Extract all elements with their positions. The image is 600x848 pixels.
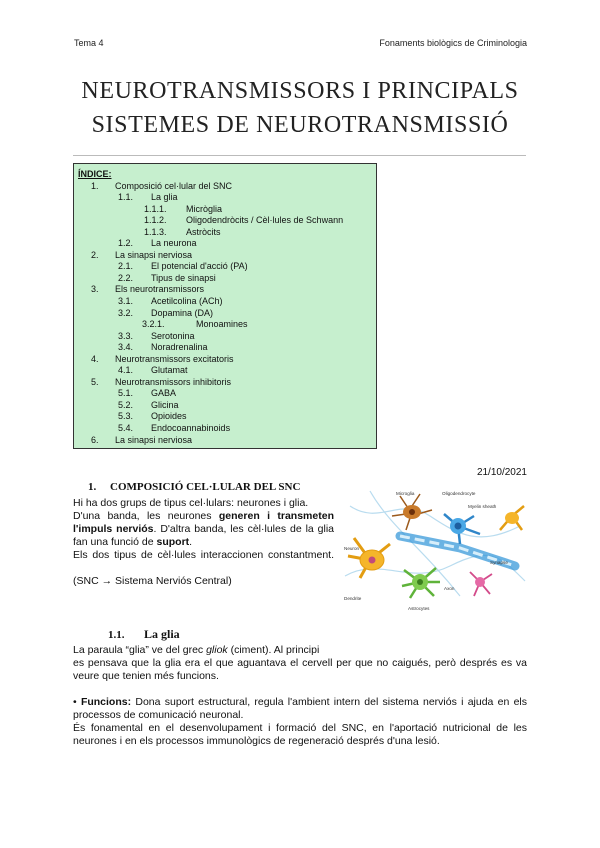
glia-italic: gliok — [206, 644, 228, 656]
toc-item-number: 3. — [91, 284, 99, 295]
toc-item[interactable] — [78, 411, 372, 423]
toc-item-text: Monoamines — [196, 319, 248, 330]
section-1-heading — [88, 481, 300, 493]
section-1-number: 1. — [88, 481, 97, 493]
toc-item[interactable] — [78, 365, 372, 377]
toc-item[interactable] — [78, 238, 372, 250]
glia-text-a: La paraula “glia” ve del grec — [73, 644, 207, 656]
toc-item-number: 3.2.1. — [142, 319, 165, 330]
toc-item-text: Glicina — [151, 399, 179, 410]
section-1-p2 — [73, 510, 334, 549]
toc-item-number: 1.2. — [118, 238, 134, 249]
toc-item[interactable] — [78, 181, 372, 193]
toc-item-number: 2. — [91, 249, 99, 260]
toc-item-text: Composició cel·lular del SNC — [115, 180, 233, 191]
toc-item-text: Neurotransmissors inhibitoris — [115, 376, 232, 387]
toc-item-text: Dopamina (DA) — [151, 307, 214, 318]
label-neuron: Neuron — [344, 546, 360, 551]
p2-text-b: . D'altra banda, les cèl·lules de la glia fan una funció de — [73, 523, 334, 548]
toc-item-number: 3.4. — [118, 342, 134, 353]
label-axon: Axon — [444, 586, 455, 591]
toc-item-number: 1.1. — [118, 192, 134, 203]
bullet: • — [73, 696, 81, 708]
toc-item[interactable] — [78, 296, 372, 308]
label-synapse: Synapse — [490, 560, 508, 565]
toc-item-number: 4. — [91, 353, 99, 364]
functions-text: Dona suport estructural, regula l'ambient intern del sistema nerviós i ajuda en els processos de comunicació neuronal. — [73, 696, 528, 721]
section-1-p3: Els dos tipus de cèl·lules interaccionen constantment. — [73, 549, 334, 561]
toc-item-text: La sinapsi nerviosa — [115, 249, 193, 260]
glia-text-b: (ciment). Al principi — [227, 644, 320, 656]
toc-item-text: Tipus de sinapsi — [151, 272, 216, 283]
toc-item-number: 1.1.1. — [144, 203, 167, 214]
label-microglia: Microglia — [396, 491, 415, 496]
toc-item[interactable] — [78, 388, 372, 400]
toc-item[interactable] — [78, 377, 372, 389]
glia-p1-rest: es pensava que la glia era el que aguantava el cervell per que no caigués, però després es va veure que tenien més funcions. — [73, 657, 527, 682]
toc-item-text: Astròcits — [186, 226, 221, 237]
toc-item-text: Micròglia — [186, 203, 223, 214]
label-dendrite: Dendrite — [344, 596, 362, 601]
section-1-p4: (SNC → Sistema Nerviós Central) — [73, 575, 232, 587]
p2-bold-a: generen i transmeten l'impuls nerviós — [73, 510, 334, 535]
toc-item-number: 5. — [91, 376, 99, 387]
toc-item[interactable] — [78, 319, 372, 331]
spacer — [73, 562, 334, 575]
toc-item[interactable] — [78, 354, 372, 366]
toc-item-number: 1.1.3. — [144, 226, 167, 237]
glia-p1-line1 — [73, 644, 527, 657]
toc-item-number: 5.3. — [118, 411, 134, 422]
toc-item-number: 3.2. — [118, 307, 134, 318]
page-title — [60, 74, 540, 142]
label-oligodendrocyte: Oligodendrocyte — [442, 491, 476, 496]
section-1-title: COMPOSICIÓ CEL·LULAR DEL SNC — [110, 481, 301, 493]
toc-item[interactable] — [78, 284, 372, 296]
toc-item-number: 1. — [91, 180, 99, 191]
toc-item-number: 2.2. — [118, 272, 134, 283]
section-1-body — [73, 497, 334, 588]
toc-item-text: Opioides — [151, 411, 187, 422]
toc-heading: ÍNDICE: — [78, 169, 112, 179]
toc-item-text: Els neurotransmissors — [115, 284, 205, 295]
functions-label: Funcions: — [80, 696, 132, 708]
toc-item-number: 3.1. — [118, 296, 134, 307]
toc-item[interactable] — [78, 342, 372, 354]
toc-item[interactable] — [78, 435, 372, 447]
section-1-1-title: La glia — [144, 627, 180, 641]
toc-item-text: La sinapsi nerviosa — [115, 434, 193, 445]
toc-item-number: 5.1. — [118, 388, 134, 399]
toc-item[interactable] — [78, 227, 372, 239]
section-1-1-number: 1.1. — [108, 629, 125, 641]
toc-item[interactable] — [78, 400, 372, 412]
header-right: Fonaments biològics de Criminologia — [379, 38, 527, 48]
header-left: Tema 4 — [74, 38, 104, 48]
title-divider — [73, 155, 526, 156]
p2-text-c: . — [189, 536, 193, 548]
table-of-contents — [73, 163, 377, 449]
section-1-p1: Hi ha dos grups de tipus cel·lulars: neurones i glia. — [73, 497, 309, 509]
toc-item-number: 2.1. — [118, 261, 134, 272]
toc-item-text: GABA — [151, 388, 177, 399]
spacer — [73, 683, 527, 696]
toc-item-number: 6. — [91, 434, 99, 445]
toc-item[interactable] — [78, 192, 372, 204]
toc-item[interactable] — [78, 261, 372, 273]
toc-item[interactable] — [78, 331, 372, 343]
date: 21/10/2021 — [476, 467, 527, 478]
glia-functions — [73, 696, 527, 722]
toc-item-number: 5.2. — [118, 399, 134, 410]
p2-bold-b: suport — [156, 536, 190, 548]
toc-item[interactable] — [78, 273, 372, 285]
label-astrocyte: Astrocytes — [408, 606, 430, 611]
section-1-1-heading — [108, 627, 180, 642]
toc-item-text: Noradrenalina — [151, 342, 208, 353]
toc-item-text: Glutamat — [151, 365, 188, 376]
p2-text-a: D'una banda, les neurones — [73, 510, 219, 522]
toc-item-text: Neurotransmissors excitatoris — [115, 353, 234, 364]
title-line-1: NEUROTRANSMISSORS I PRINCIPALS — [81, 78, 519, 104]
toc-item-text: El potencial d'acció (PA) — [151, 261, 248, 272]
toc-item-text: Endocoannabinoids — [151, 423, 231, 434]
toc-item[interactable] — [78, 250, 372, 262]
toc-item[interactable] — [78, 423, 372, 435]
toc-item-text: La glia — [151, 192, 178, 203]
toc-item-text: Acetilcolina (ACh) — [151, 296, 223, 307]
toc-item[interactable] — [78, 308, 372, 320]
section-1-1-body — [73, 644, 527, 748]
toc-item-number: 4.1. — [118, 365, 134, 376]
label-myelin: Myelin sheath — [468, 504, 497, 509]
toc-item[interactable] — [78, 204, 372, 216]
toc-item-number: 1.1.2. — [144, 215, 167, 226]
toc-item-number: 5.4. — [118, 423, 134, 434]
toc-item-number: 3.3. — [118, 330, 134, 341]
toc-item-text: Oligodendròcits / Cèl·lules de Schwann — [186, 215, 344, 226]
glia-development: És fonamental en el desenvolupament i formació del SNC, en l'aportació nutricional de les neurones i en els processos immunològics de regeneració després d'una lesió. — [73, 722, 527, 747]
title-line-2: SISTEMES DE NEUROTRANSMISSIÓ — [91, 112, 509, 138]
glia-cells-illustration — [340, 486, 528, 612]
toc-item[interactable] — [78, 215, 372, 227]
toc-item-text: La neurona — [151, 238, 197, 249]
toc-item-text: Serotonina — [151, 330, 195, 341]
